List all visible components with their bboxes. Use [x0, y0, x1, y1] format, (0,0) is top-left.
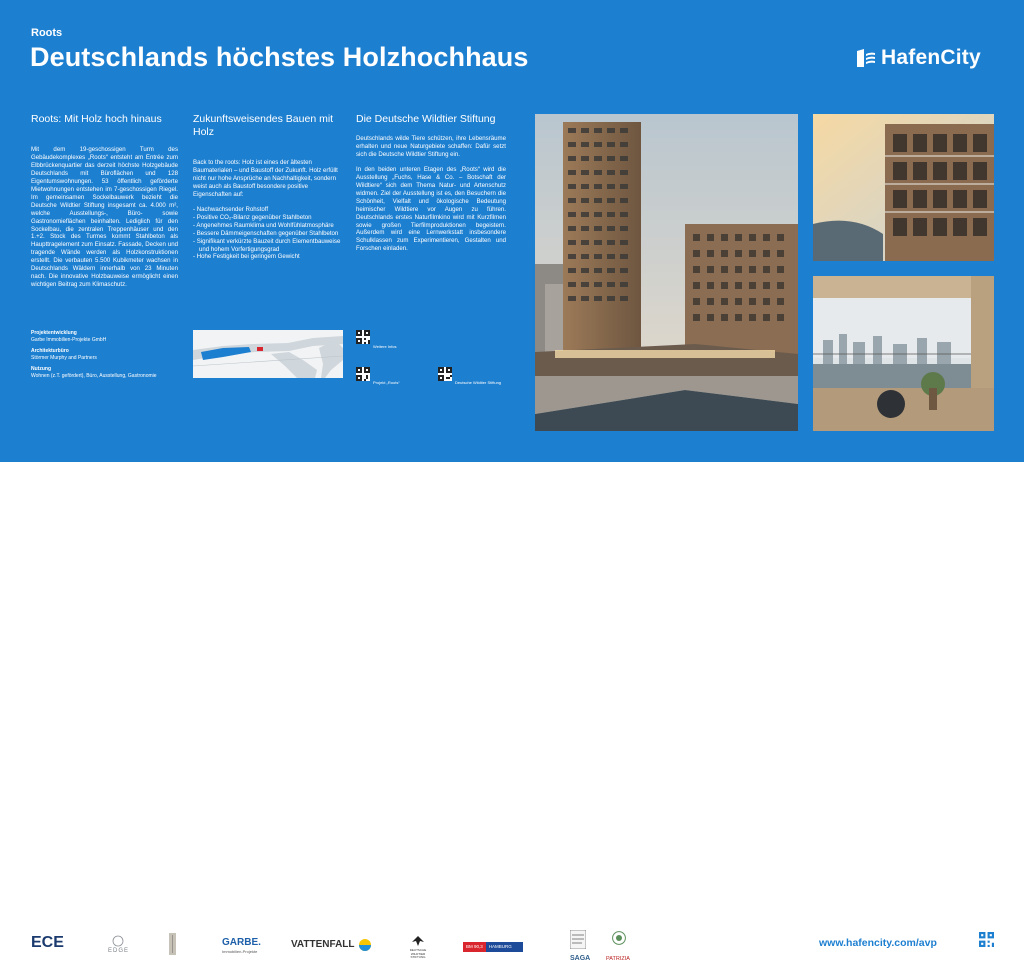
column-wildtier: [356, 113, 506, 260]
sponsor-garbe-sub: Immobilien-Projekte: [222, 949, 258, 954]
list-item: - Positive CO₂-Bilanz gegenüber Stahlbeton: [193, 213, 312, 221]
qr-code-icon: [356, 330, 370, 344]
qr-code-info[interactable]: [356, 330, 370, 344]
qr-label: Projekt „Roots“: [373, 380, 400, 385]
page-title: Deutschlands höchstes Holzhochhaus: [30, 42, 529, 72]
info-board: [0, 0, 1024, 462]
list-item: - Signifikant verkürzte Bauzeit durch Elementbauweise und hohem Vorfertigungsgrad: [193, 237, 341, 253]
sponsor-footer: [0, 462, 1024, 962]
column-roots: [31, 113, 178, 289]
vattenfall-logo-icon: [359, 938, 371, 950]
sponsor-project-logo-icon[interactable]: [570, 930, 586, 949]
location-map[interactable]: [193, 330, 343, 378]
qr-code-icon: [438, 367, 452, 381]
qr-label: Deutsche Wildtier Stiftung: [455, 380, 502, 385]
hafencity-logo[interactable]: [855, 46, 981, 70]
sponsor-ece[interactable]: ECE: [31, 934, 64, 951]
journal-name: HAMBURG Journal: [486, 942, 523, 952]
column-heading: Zukunftsweisendes Bauen mit Holz: [193, 113, 334, 138]
interior-view-photo-image: [813, 276, 994, 431]
qr-code-icon: [356, 367, 370, 381]
sponsor-journal[interactable]: [463, 942, 523, 959]
website-link[interactable]: www.hafencity.com/avp: [819, 937, 937, 949]
kicker: Roots: [31, 27, 63, 39]
list-item: - Nachwachsender Rohstoff: [193, 205, 269, 213]
paragraph: Deutschlands wilde Tiere schützen, ihre Lebensräume erhalten und neue Naturgebiete schaffen: Dafür setzt sich die Deutsche Wildtier Stiftung ein.: [356, 135, 506, 158]
footer-qr-code[interactable]: [979, 932, 994, 947]
sponsor-vattenfall[interactable]: VATTENFALL: [291, 939, 355, 950]
eagle-logo-icon: [411, 934, 425, 948]
interior-view-photo: [813, 276, 994, 431]
credit-label: Nutzung: [31, 366, 51, 372]
credits: [31, 330, 171, 384]
credit-value: Störmer Murphy and Partners: [31, 354, 97, 361]
column-body: Mit dem 19-geschossigen Turm des Gebäudekomplexes „Roots“ entsteht am Entrée zum Elbbrückenquartier das derzeit höchste Holzgebäude Deutschlands mit Büroflächen und 128 Eigentumswohnungen. 53 öffentlich geförderte Mietwohnungen entstehen im 7-geschossigen Riegel. Im gemeinsamen Sockelbauwerk bezieht die Deutsche Wildtier Stiftung insgesamt ca. 4.000 m², welche Ausstellungs-, Büro- sowie Gastronomieflächen beinhalten. Lediglich für den Sockelbau, die zentralen Treppenhäuser und den 1.+2. Stock des Turmes kommt Stahlbeton als Haupttragelement zum Einsatz. Fassade, Decken und tragende Wände werden als Holzkonstruktionen erstellt. Die verbauten 5.500 Kubikmeter wachsen in Deutschlands Wäldern innerhalb von 23 Minuten nach. Die innovative Holzbauweise ermöglicht einen wichtigen Beitrag zum Klimaschutz.: [31, 146, 178, 289]
column-holz: [193, 113, 343, 261]
qr-code-icon: [979, 932, 994, 947]
sponsor-edge[interactable]: EDGE: [108, 948, 130, 954]
paragraph: In den beiden unteren Etagen des „Roots“ wird die Ausstellung „Fuchs, Hase & Co. – Botschaft der Wildtiere“ sich dem Thema Natur- und Artenschutz widmen. Ziel der Ausstellung ist es, den Besuchern die Schönheit, Vielfalt und ökologische Bedeutung heimischer Wildtiere vor Augen zu führen. Deutschlands erstes Naturfilmkino wird mit Kurzfilmen sowie großen Tierfilmproduktionen begeistern. Außerdem wird eine Lernwerkstatt insbesondere Schulklassen zum Experimentieren, Gestalten und Forschen einladen.: [356, 165, 506, 253]
logo-text: HafenCity: [881, 46, 981, 69]
sponsor-round-logo-icon[interactable]: [612, 931, 626, 945]
sponsor-wildtier[interactable]: DEUTSCHE WILDTIER STIFTUNG: [409, 948, 427, 959]
balcony-photo-image: [813, 114, 994, 261]
qr-code-wildtier[interactable]: [438, 367, 452, 381]
building-rendering-image: [535, 114, 798, 431]
list-item: - Angenehmes Raumklima und Wohlfühlatmosphäre: [193, 221, 334, 229]
credit-value: Garbe Immobilien-Projekte GmbH: [31, 336, 107, 343]
qr-code-projekt[interactable]: [356, 367, 370, 381]
balcony-photo: [813, 114, 994, 261]
list-item: - Hohe Festigkeit bei geringem Gewicht: [193, 253, 300, 261]
credit-label: Projektentwicklung: [31, 330, 77, 336]
sponsor-column-icon[interactable]: [168, 933, 177, 955]
list-item: - Bessere Dämmeigenschaften gegenüber Stahlbeton: [193, 229, 339, 237]
benefits-list: [193, 206, 343, 262]
sponsor-patrizia[interactable]: PATRIZIA: [606, 956, 630, 962]
journal-tag: BM 90,3: [463, 942, 486, 952]
column-body: [356, 135, 506, 253]
column-heading: Die Deutsche Wildtier Stiftung: [356, 113, 496, 125]
map-graphic: [193, 330, 343, 378]
credit-label: Architekturbüro: [31, 348, 69, 354]
column-heading: Roots: Mit Holz hoch hinaus: [31, 113, 162, 125]
building-rendering: [535, 114, 798, 431]
column-body: [193, 159, 343, 261]
credit-value: Wohnen (z.T. gefördert), Büro, Ausstellung, Gastronomie: [31, 372, 157, 379]
column-intro: Back to the roots: Holz ist eines der ältesten Baumaterialen – und Baustoff der Zukunft. Holz erfüllt nicht nur hohe Ansprüche an Nachhaltigkeit, sondern weist auch als Baustoff besondere positive Eigenschaften auf:: [193, 159, 338, 198]
qr-label: Weitere Infos: [373, 344, 397, 349]
sponsor-garbe[interactable]: GARBE.: [222, 937, 261, 948]
sponsor-saga[interactable]: SAGA: [570, 955, 591, 962]
hafencity-wave-icon: [855, 47, 877, 69]
edge-logo-icon: [104, 934, 132, 946]
